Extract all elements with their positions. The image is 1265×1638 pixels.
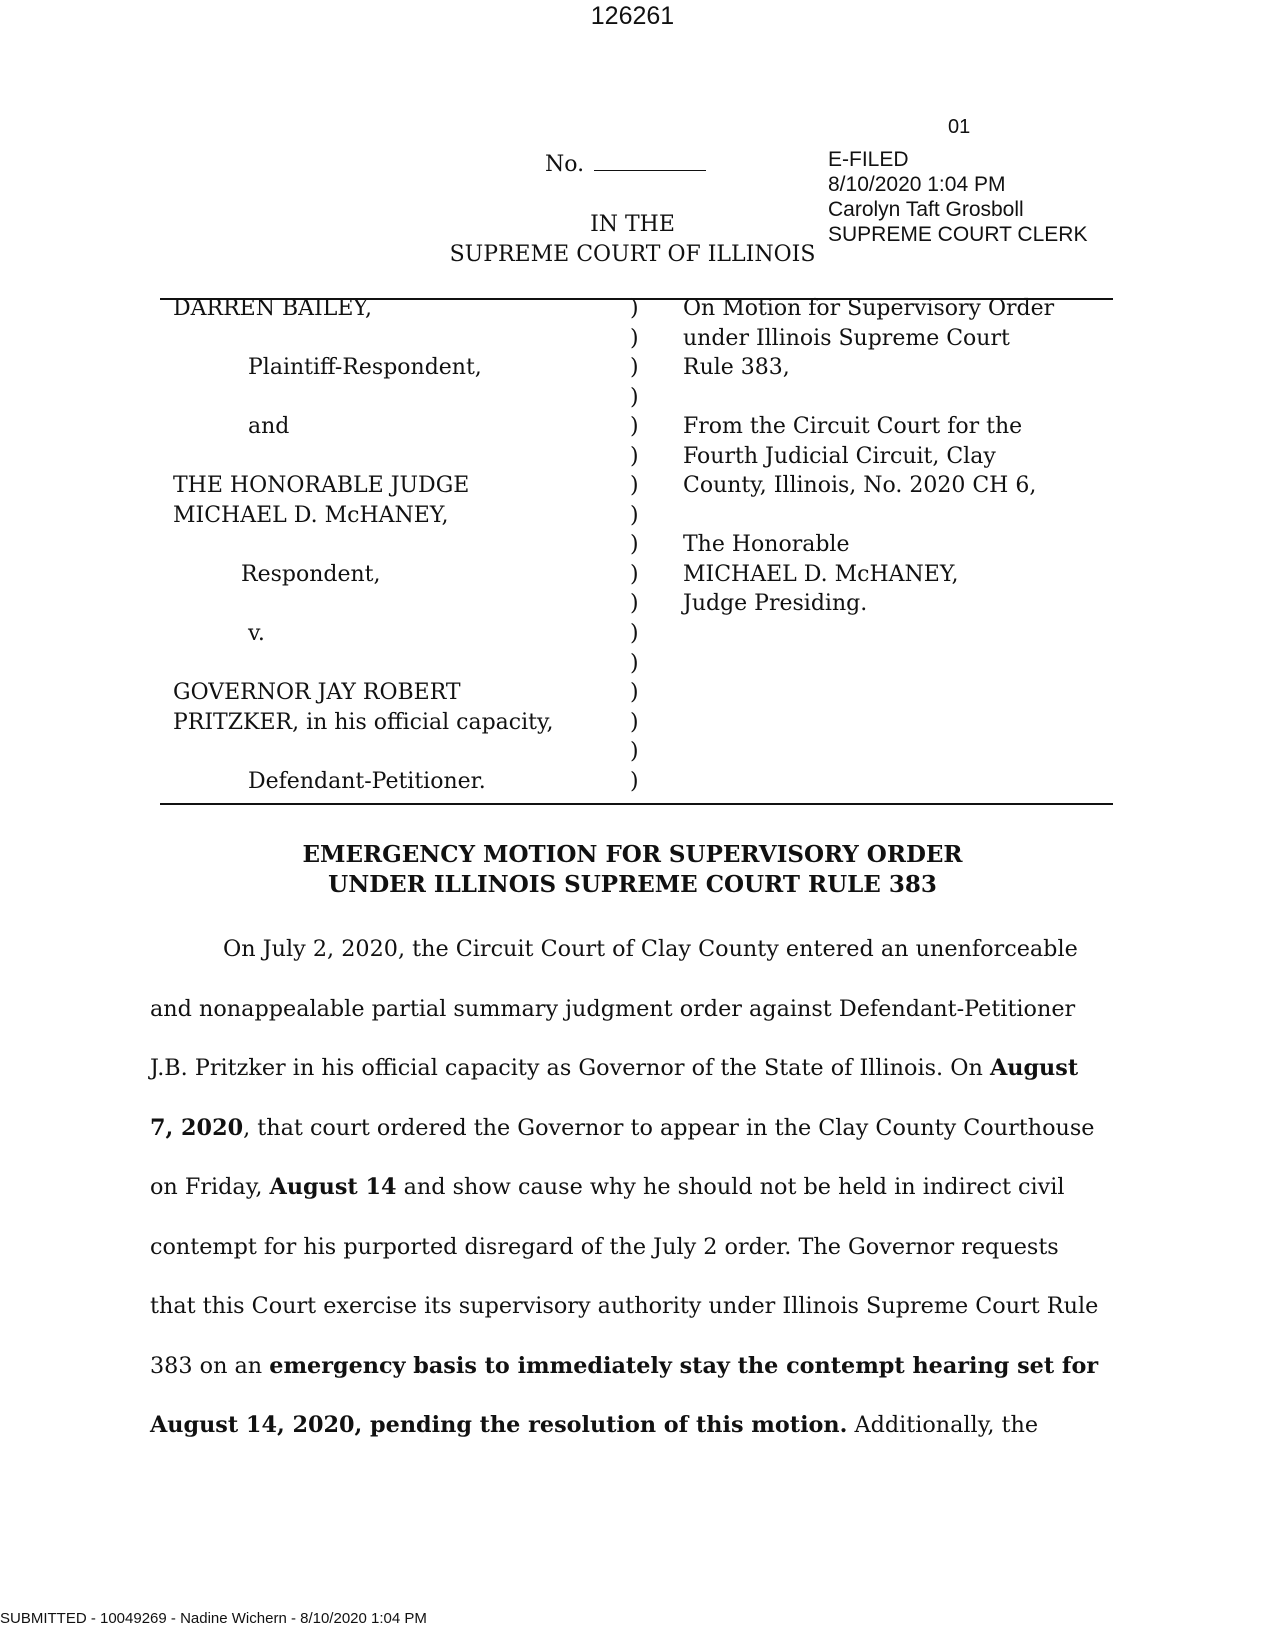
proceeding-info: Rule 383, [683,355,790,380]
court-heading [0,210,1265,270]
motion-body [150,920,1115,1456]
motion-title [0,840,1265,900]
paren: ) [630,562,639,587]
paren: ) [630,326,639,351]
submission-footer: SUBMITTED - 10049269 - Nadine Wichern - 8/10/2020 1:04 PM [0,1610,427,1627]
body-text-run: and show cause why he should not be held in indirect civil [396,1174,1065,1200]
paren: ) [630,710,639,735]
body-line: contempt for his purported disregard of the July 2 order. The Governor requests [150,1233,1059,1260]
docket-label: No. [545,152,585,177]
efile-stamp-line: Carolyn Taft Grosboll [828,198,1024,221]
party-name: PRITZKER, in his official capacity, [173,710,554,735]
paren: ) [630,296,639,321]
body-text-run: J.B. Pritzker in his official capacity as Governor of the State of Illinois. On [150,1055,990,1081]
court-heading-line: IN THE [590,212,675,237]
paren: ) [630,414,639,439]
body-line: and nonappealable partial summary judgment order against Defendant-Petitioner [150,995,1076,1022]
paren: ) [630,473,639,498]
proceeding-info: MICHAEL D. McHANEY, [683,562,959,587]
body-line: that this Court exercise its supervisory authority under Illinois Supreme Court Rule [150,1293,1099,1319]
body-line [150,1337,1115,1397]
page-code: 01 [948,116,971,138]
paren: ) [630,769,639,794]
body-bold-run: August [989,1055,1079,1081]
party-role: Plaintiff-Respondent, [248,355,482,380]
caption-bottom-rule [160,803,1113,805]
party-name: GOVERNOR JAY ROBERT [173,680,461,705]
body-bold-run: emergency basis to immediately stay the contempt hearing set for [269,1352,1099,1379]
proceeding-info: On Motion for Supervisory Order [683,296,1055,321]
paren: ) [630,591,639,616]
body-text-run: on Friday, [150,1174,270,1200]
party-name: DARREN BAILEY, [173,296,373,321]
body-bold-run: August 14, 2020, pending the resolution of this motion. [150,1412,848,1438]
body-line [150,1039,1115,1099]
paren: ) [630,532,639,557]
efile-stamp-line: E-FILED [828,148,909,171]
body-text-run: , that court ordered the Governor to appear in the Clay County Courthouse [243,1114,1095,1141]
proceeding-info: The Honorable [683,532,850,557]
paren: ) [630,651,639,676]
party-name: MICHAEL D. McHANEY, [173,503,449,528]
party-role: Defendant-Petitioner. [248,769,486,794]
proceeding-info: Fourth Judicial Circuit, Clay [683,444,996,469]
paren: ) [630,444,639,469]
paren: ) [630,621,639,646]
proceeding-info: County, Illinois, No. 2020 CH 6, [683,473,1037,498]
case-number-header: 126261 [590,2,675,30]
proceeding-info: Judge Presiding. [683,591,868,616]
docket-number-line [545,150,706,177]
body-bold-run: 7, 2020 [150,1114,244,1141]
efile-stamp-line: 8/10/2020 1:04 PM [828,173,1006,196]
paren: ) [630,739,639,764]
motion-title-line: EMERGENCY MOTION FOR SUPERVISORY ORDER [302,841,963,868]
paren: ) [630,355,639,380]
party-versus: v. [248,621,265,646]
paren: ) [630,503,639,528]
efile-stamp-line: SUPREME COURT CLERK [828,223,1088,246]
body-line [150,1396,1115,1456]
body-bold-run: August 14 [269,1174,397,1200]
docket-blank [594,150,706,171]
proceeding-info: From the Circuit Court for the [683,414,1023,439]
body-line: On July 2, 2020, the Circuit Court of Clay County entered an unenforceable [223,936,1078,962]
party-role: Respondent, [241,562,381,587]
party-name: THE HONORABLE JUDGE [173,473,470,498]
paren: ) [630,385,639,410]
motion-title-line: UNDER ILLINOIS SUPREME COURT RULE 383 [328,871,937,898]
body-line [150,1158,1115,1218]
body-line [150,1099,1115,1159]
proceeding-info: under Illinois Supreme Court [683,326,1010,351]
body-text-run: Additionally, the [847,1412,1039,1438]
paren: ) [630,680,639,705]
party-conjunction: and [248,414,290,439]
court-heading-line: SUPREME COURT OF ILLINOIS [449,242,816,267]
body-text-run: 383 on an [150,1352,270,1379]
